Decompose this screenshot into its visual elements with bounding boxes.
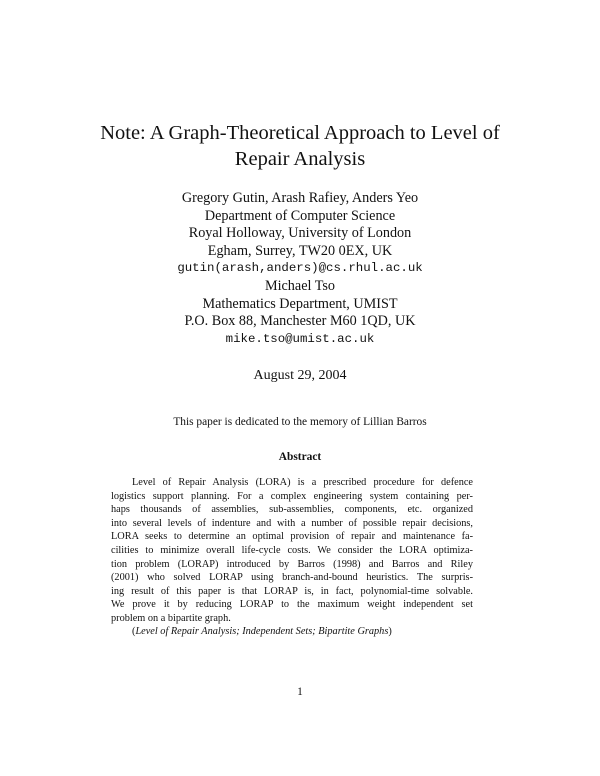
abstract-line: logistics support planning. For a complex engineering system containing per- [111, 490, 473, 502]
abstract-line: tion problem (LORAP) introduced by Barros (1998) and Barros and Riley [111, 558, 473, 570]
keywords: (Level of Repair Analysis; Independent Sets; Bipartite Graphs) [132, 626, 392, 637]
abstract-line: LORA seeks to determine an optimal provision of repair and maintenance fa- [111, 531, 473, 543]
abstract-line: We prove it by reducing LORAP to the maximum weight independent set [111, 599, 473, 611]
page-number: 1 [297, 686, 303, 698]
abstract-line: problem on a bipartite graph. [111, 612, 231, 624]
author-department: Department of Computer Science [204, 207, 396, 224]
keywords-text: Level of Repair Analysis; Independent Sets; Bipartite Graphs [135, 626, 389, 637]
title-line-2: Repair Analysis [234, 148, 366, 170]
second-author-department: Mathematics Department, UMIST [202, 295, 398, 312]
author-block [60, 190, 540, 348]
abstract-line: Level of Repair Analysis (LORA) is a prescribed procedure for defence [132, 477, 473, 488]
author-university: Royal Holloway, University of London [188, 225, 412, 242]
author-email: gutin(arash,anders)@cs.rhul.ac.uk [177, 261, 423, 276]
abstract-line: cilities to minimize overall life-cycle costs. We consider the LORA optimiza- [111, 544, 473, 556]
title-line-1: Note: A Graph-Theoretical Approach to Level of [100, 122, 500, 144]
abstract-line: (2001) who solved LORAP using branch-and-bound heuristics. The surpris- [111, 572, 473, 584]
abstract-line: into several levels of indenture and with a number of possible repair decisions, [111, 517, 473, 529]
second-author-email: mike.tso@umist.ac.uk [225, 331, 375, 346]
author-names: Gregory Gutin, Arash Rafiey, Anders Yeo [181, 190, 419, 206]
paper-title [60, 120, 540, 172]
author-address: Egham, Surrey, TW20 0EX, UK [207, 242, 393, 259]
dedication: This paper is dedicated to the memory of Lillian Barros [173, 416, 427, 428]
abstract-line: haps thousands of assemblies, sub-assemblies, components, etc. organized [111, 504, 473, 516]
paper-date: August 29, 2004 [253, 368, 347, 383]
abstract-line: ing result of this paper is that LORAP is, in fact, polynomial-time solvable. [111, 585, 473, 597]
abstract-heading: Abstract [278, 451, 322, 463]
second-author-address: P.O. Box 88, Manchester M60 1QD, UK [184, 313, 416, 330]
second-author-name: Michael Tso [264, 277, 336, 294]
abstract-body [111, 476, 473, 626]
